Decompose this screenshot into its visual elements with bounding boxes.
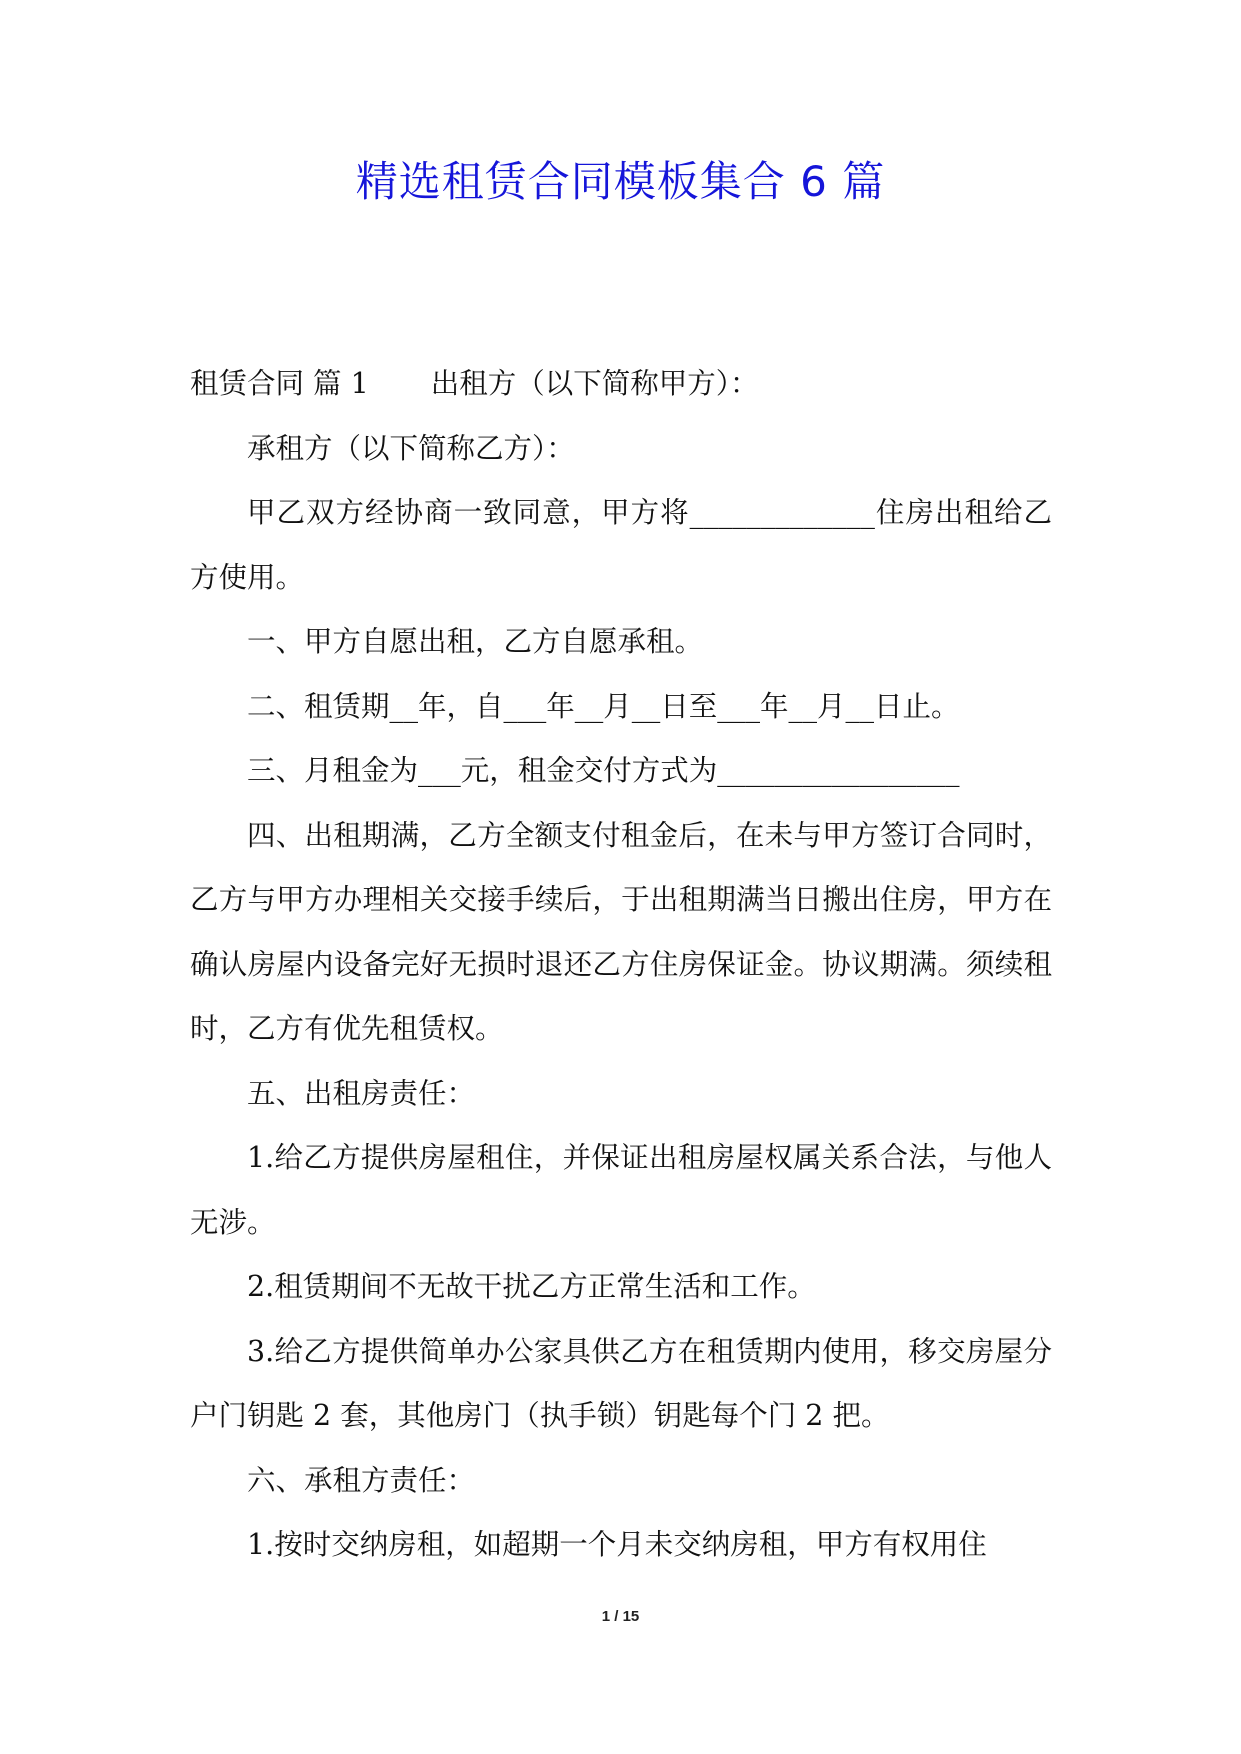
paragraph: 1.按时交纳房租，如超期一个月未交纳房租，甲方有权用住 bbox=[247, 1528, 987, 1561]
paragraph: 2.租赁期间不无故干扰乙方正常生活和工作。 bbox=[247, 1270, 816, 1303]
paragraph: 承租方（以下简称乙方）： bbox=[247, 431, 575, 465]
document-body bbox=[190, 352, 1052, 1578]
paragraph: 甲乙双方经协商一致同意，甲方将_____________住房出租给乙方使用。 bbox=[190, 496, 1052, 594]
paragraph: 六、承租方责任： bbox=[247, 1463, 476, 1497]
paragraph: 一、甲方自愿出租，乙方自愿承租。 bbox=[247, 625, 704, 658]
lessor-label: 出租方（以下简称甲方）： bbox=[430, 367, 759, 400]
opening-line bbox=[190, 352, 1052, 417]
paragraph: 3.给乙方提供简单办公家具供乙方在租赁期内使用，移交房屋分户门钥匙 2 套，其他房门（执手锁）钥匙每个门 2 把。 bbox=[190, 1334, 1052, 1432]
paragraph: 1.给乙方提供房屋租住，并保证出租房屋权属关系合法，与他人无涉。 bbox=[190, 1141, 1052, 1239]
contract-heading: 租赁合同 篇 1 bbox=[190, 367, 369, 400]
paragraph: 五、出租房责任： bbox=[247, 1076, 476, 1110]
document-title: 精选租赁合同模板集合 6 篇 bbox=[355, 157, 886, 206]
paragraph: 三、月租金为___元，租金交付方式为_________________ bbox=[247, 754, 960, 787]
paragraph: 二、租赁期__年，自___年__月__日至___年__月__日止。 bbox=[247, 689, 960, 723]
paragraph: 四、出租期满，乙方全额支付租金后，在未与甲方签订合同时，乙方与甲方办理相关交接手续后，于出租期满当日搬出住房，甲方在确认房屋内设备完好无损时退还乙方住房保证金。协议期满。须续租时，乙方有优先租赁权。 bbox=[190, 818, 1052, 1045]
page-number: 1 / 15 bbox=[601, 1608, 640, 1625]
